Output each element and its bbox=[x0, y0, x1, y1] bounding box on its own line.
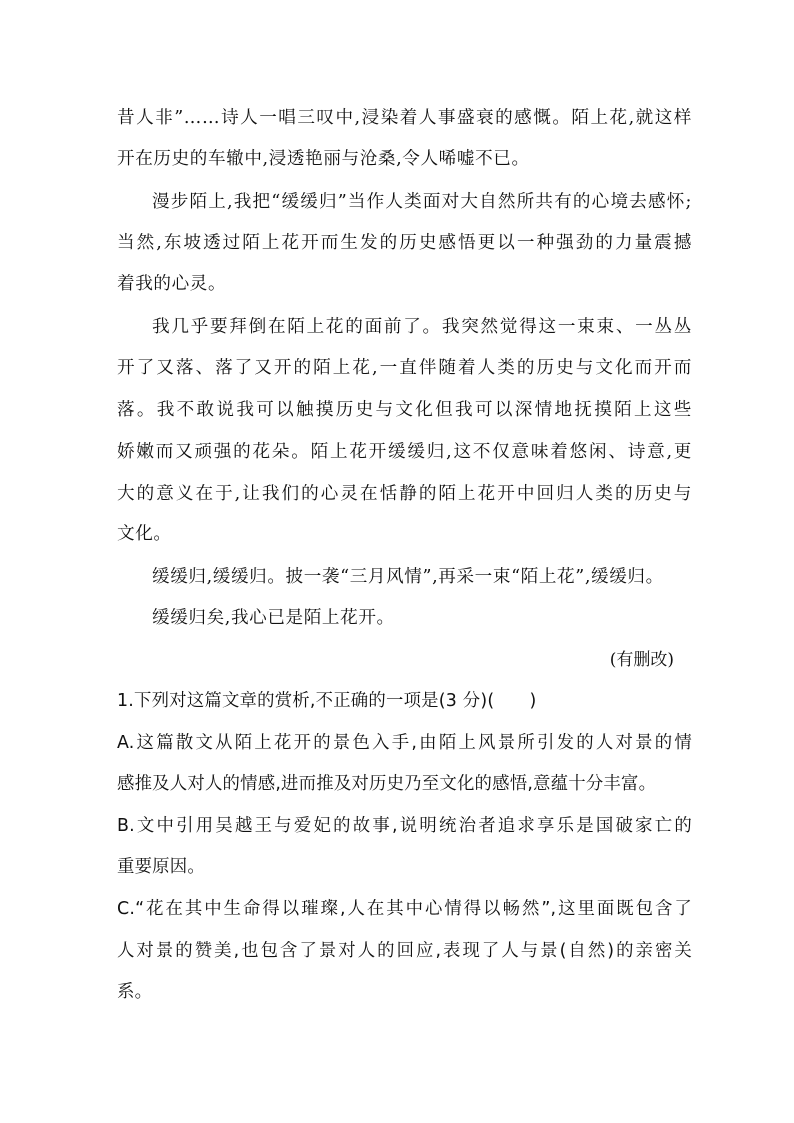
option-c-line-2: 人对景的赞美,也包含了景对人的回应,表现了人与景(自然)的亲密关 bbox=[117, 941, 692, 961]
passage-line-9: 娇嫩而又顽强的花朵。陌上花开缓缓归,这不仅意味着悠闲、诗意,更 bbox=[117, 442, 692, 462]
passage-line-8: 落。我不敢说我可以触摸历史与文化但我可以深情地抚摸陌上这些 bbox=[117, 400, 692, 420]
source-note: (有删改) bbox=[609, 650, 674, 670]
passage-line-7: 开了又落、落了又开的陌上花,一直伴随着人类的历史与文化而开而 bbox=[117, 358, 692, 378]
passage-line-6: 我几乎要拜倒在陌上花的面前了。我突然觉得这一束束、一丛丛 bbox=[152, 317, 692, 337]
passage-line-2: 开在历史的车辙中,浸透艳丽与沧桑,令人唏嘘不已。 bbox=[117, 149, 530, 169]
passage-line-11: 文化。 bbox=[117, 524, 172, 544]
passage-line-4: 当然,东坡透过陌上花开而生发的历史感悟更以一种强劲的力量震撼 bbox=[117, 233, 692, 253]
passage-line-3: 漫步陌上,我把“缓缓归”当作人类面对大自然所共有的心境去感怀; bbox=[152, 192, 692, 212]
question-stem: 1.下列对这篇文章的赏析,不正确的一项是(3 分)( ) bbox=[117, 691, 537, 711]
option-a-line-2: 感推及人对人的情感,进而推及对历史乃至文化的感悟,意蕴十分丰富。 bbox=[117, 774, 657, 794]
option-b-line-2: 重要原因。 bbox=[117, 857, 205, 877]
passage-line-1: 昔人非”……诗人一唱三叹中,浸染着人事盛衰的感慨。陌上花,就这样 bbox=[117, 108, 692, 128]
option-c-line-1: C.“花在其中生命得以璀璨,人在其中心情得以畅然”,这里面既包含了 bbox=[117, 899, 692, 919]
passage-line-13: 缓缓归矣,我心已是陌上花开。 bbox=[152, 608, 395, 628]
passage-line-5: 着我的心灵。 bbox=[117, 274, 227, 294]
option-b-line-1: B.文中引用吴越王与爱妃的故事,说明统治者追求享乐是国破家亡的 bbox=[117, 816, 692, 836]
option-c-line-3: 系。 bbox=[117, 982, 153, 1002]
passage-line-10: 大的意义在于,让我们的心灵在恬静的陌上花开中回归人类的历史与 bbox=[117, 484, 692, 504]
option-a-line-1: A.这篇散文从陌上花开的景色入手,由陌上风景所引发的人对景的情 bbox=[117, 733, 692, 753]
passage-line-12: 缓缓归,缓缓归。披一袭“三月风情”,再采一束“陌上花”,缓缓归。 bbox=[152, 567, 664, 587]
